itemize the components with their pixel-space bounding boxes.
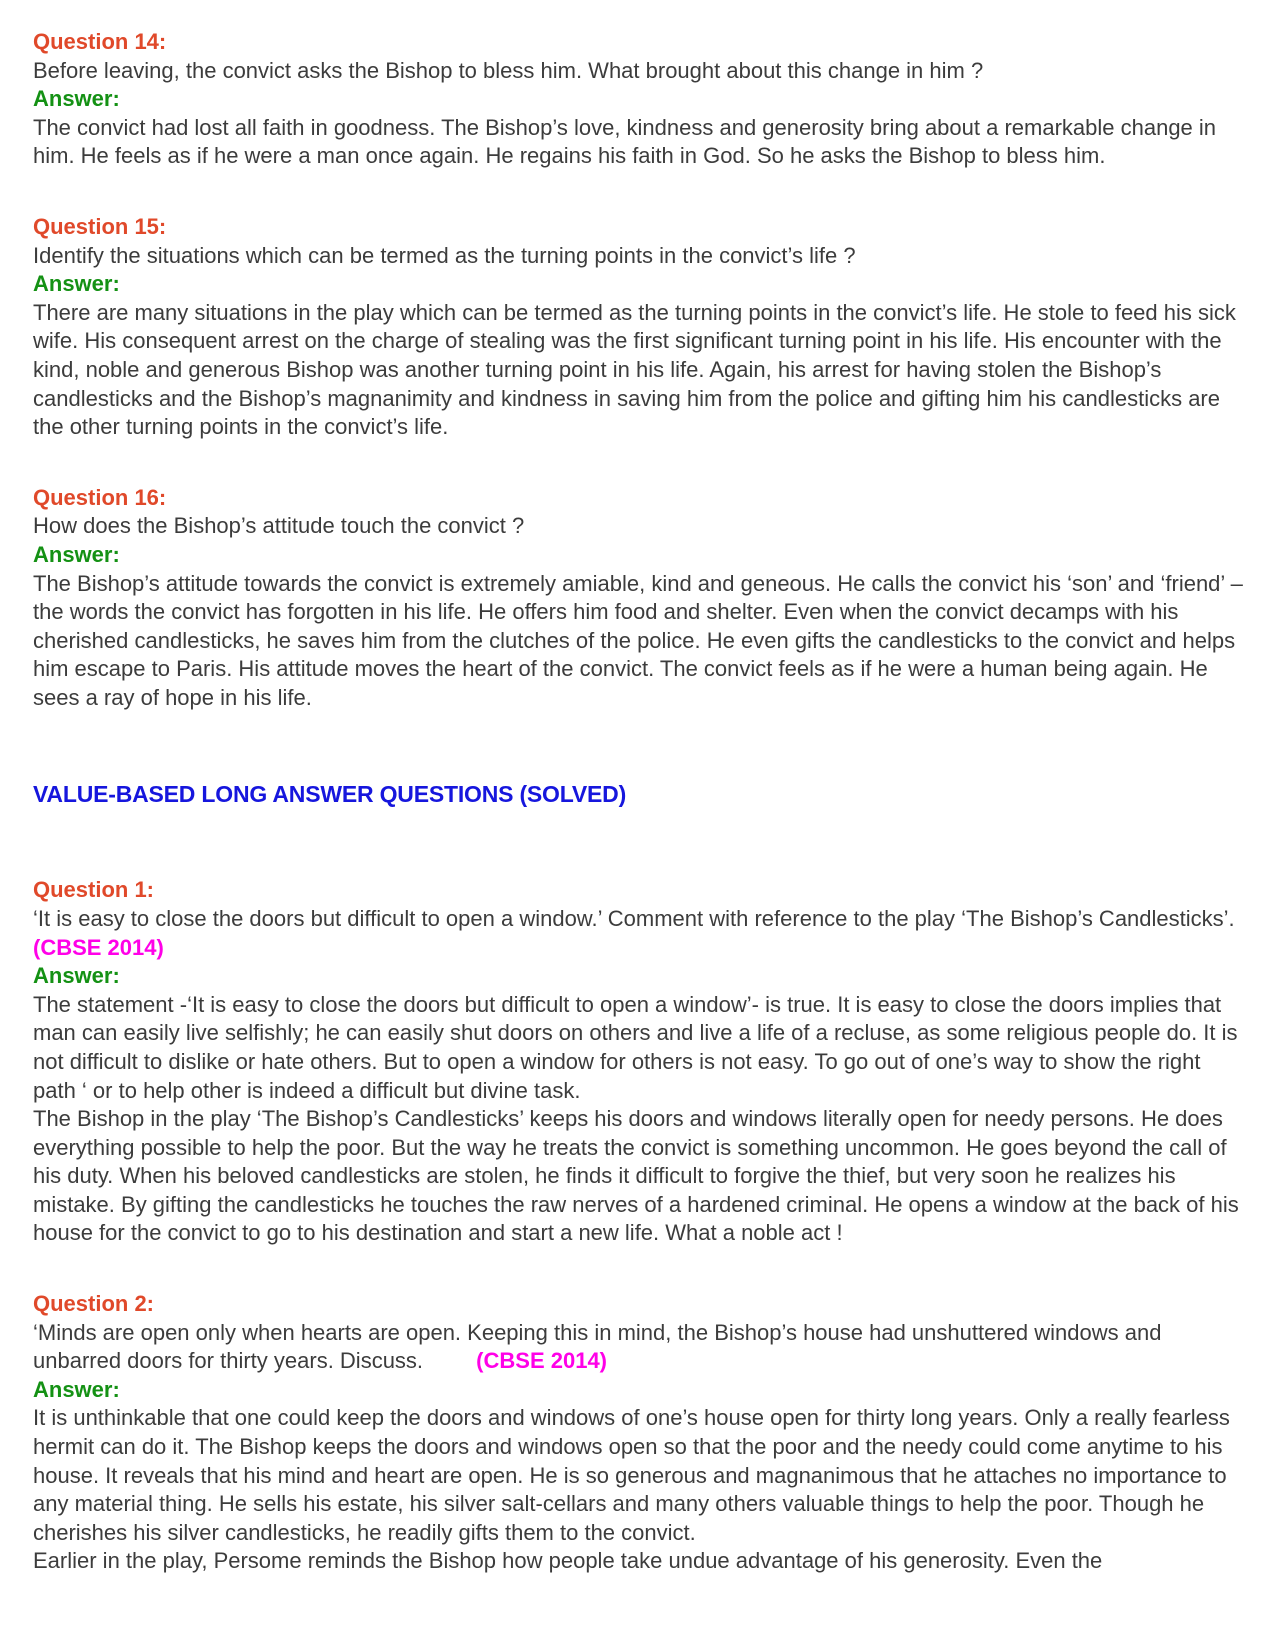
- answer-2-label: Answer:: [33, 1376, 120, 1402]
- question-15-label: Question 15:: [33, 213, 167, 239]
- question-block-15: [33, 213, 1245, 442]
- question-15-text: Identify the situations which can be termed as the turning points in the convict’s life ?: [33, 242, 856, 268]
- answer-2-paragraph-2: Earlier in the play, Persome reminds the Bishop how people take undue advantage of his generosity. Even the: [33, 1548, 1103, 1574]
- question-block-1: [33, 876, 1245, 1248]
- answer-1-label: Answer:: [33, 963, 120, 989]
- question-1-text: [33, 905, 1245, 962]
- question-16-label: Question 16:: [33, 484, 167, 510]
- answer-14-text: The convict had lost all faith in goodness. The Bishop’s love, kindness and generosity bring about a remarkable change in him. He feels as if he were a man once again. He regains his faith in God. So he asks the Bishop to bless him.: [33, 114, 1217, 169]
- question-2-label: Question 2:: [33, 1291, 155, 1317]
- question-block-2: [33, 1290, 1245, 1576]
- question-2-text-main: ‘Minds are open only when hearts are open. Keeping this in mind, the Bishop’s house had unshuttered windows and unbarred doors for thirty years. Discuss.: [33, 1319, 1162, 1374]
- answer-2-paragraph-1: It is unthinkable that one could keep the doors and windows of one’s house open for thirty long years. Only a really fearless hermit can do it. The Bishop keeps the doors and windows open so that the poor and the needy could come anytime to his house. It reveals that his mind and heart are open. He is so generous and magnanimous that he attaches no importance to any material thing. He sells his estate, his silver salt-cellars and many others valuable things to help the poor. Though he cherishes his silver candlesticks, he readily gifts them to the convict.: [33, 1405, 1230, 1545]
- cbse-2014-tag-q1: (CBSE 2014): [33, 934, 164, 960]
- question-block-14: [33, 28, 1245, 171]
- answer-15-text: There are many situations in the play which can be termed as the turning points in the convict’s life. He stole to feed his sick wife. His consequent arrest on the charge of stealing was the first significant turning point in his life. His encounter with the kind, noble and generous Bishop was another turning point in his life. Again, his arrest for having stolen the Bishop’s candlesticks and the Bishop’s magnanimity and kindness in saving him from the police and gifting him his candlesticks are the other turning points in the convict’s life.: [33, 299, 1236, 440]
- question-14-text: Before leaving, the convict asks the Bishop to bless him. What brought about this change in him ?: [33, 57, 984, 83]
- section-heading-value-based: VALUE-BASED LONG ANSWER QUESTIONS (SOLVED): [33, 781, 627, 808]
- cbse-2014-tag-q2: (CBSE 2014): [476, 1348, 608, 1374]
- answer-1-paragraph-2: The Bishop in the play ‘The Bishop’s Candlesticks’ keeps his doors and windows literally open for needy persons. He does everything possible to help the poor. But the way he treats the convict is something uncommon. He goes beyond the call of his duty. When his beloved candlesticks are stolen, he finds it difficult to forgive the thief, but very soon he realizes his mistake. By gifting the candlesticks he touches the raw nerves of a hardened criminal. He opens a window at the back of his house for the convict to go to his destination and start a new life. What a noble act !: [33, 1106, 1239, 1246]
- answer-16-text: The Bishop’s attitude towards the convict is extremely amiable, kind and geneous. He calls the convict his ‘son’ and ‘friend’ – the words the convict has forgotten in his life. He offers him food and shelter. Even when the convict decamps with his cherished candlesticks, he saves him from the clutches of the police. He even gifts the candlesticks to the convict and helps him escape to Paris. His attitude moves the heart of the convict. The convict feels as if he were a human being again. He sees a ray of hope in his life.: [33, 570, 1243, 710]
- answer-1-paragraph-1: The statement -‘It is easy to close the doors but difficult to open a window’- is true. It is easy to close the doors implies that man can easily live selfishly; he can easily shut doors on others and live a life of a recluse, as some religious people do. It is not difficult to dislike or hate others. But to open a window for others is not easy. To go out of one’s way to show the right path ‘ or to help other is indeed a difficult but divine task.: [33, 991, 1238, 1103]
- question-block-16: [33, 484, 1245, 713]
- question-1-text-main: ‘It is easy to close the doors but difficult to open a window.’ Comment with reference to the play ‘The Bishop’s Candlesticks’.: [33, 905, 1235, 931]
- question-14-label: Question 14:: [33, 29, 167, 54]
- question-2-text: [33, 1319, 1245, 1376]
- question-16-text: How does the Bishop’s attitude touch the convict ?: [33, 513, 525, 539]
- question-1-label: Question 1:: [33, 877, 155, 903]
- answer-15-label: Answer:: [33, 271, 120, 297]
- answer-14-label: Answer:: [33, 86, 120, 112]
- answer-16-label: Answer:: [33, 541, 120, 567]
